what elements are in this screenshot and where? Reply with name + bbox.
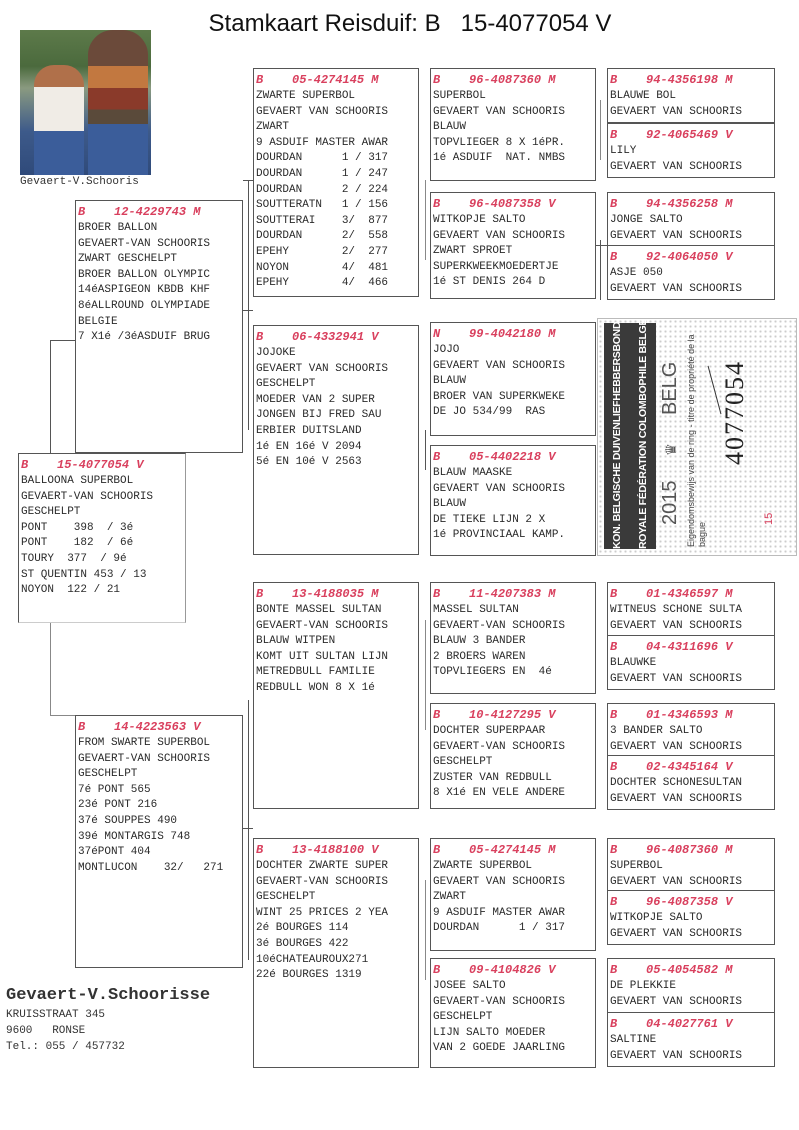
connector-line <box>596 245 607 246</box>
card-line: ST QUENTIN 453 / 13 <box>21 568 147 581</box>
card-line: 1é ASDUIF NAT. NMBS <box>433 152 566 165</box>
card-line: NOYON 4/ 481 <box>256 261 389 274</box>
card-line: GEVAERT VAN SCHOORIS <box>433 875 566 888</box>
card-line: DOURDAN 2/ 558 <box>256 230 389 243</box>
ring-header <box>433 841 595 859</box>
ring-number: 05-4402218 <box>469 450 542 464</box>
card-line: 3 BANDER SALTO <box>610 725 703 737</box>
card-line: BLAUW <box>433 121 467 134</box>
breeder-photo <box>20 30 151 175</box>
card-line: GEVAERT VAN SCHOORIS <box>610 672 743 685</box>
connector-line <box>50 715 75 716</box>
card-line: GEVAERT VAN SCHOORIS <box>433 105 566 118</box>
ring-number: 96-4087360 <box>646 843 719 857</box>
card-line: EPEHY 4/ 466 <box>256 277 389 290</box>
photo-caption: Gevaert-V.Schooris <box>20 176 139 188</box>
ring-header <box>256 328 418 346</box>
ring-country: B <box>433 587 441 601</box>
card-line: GEVAERT VAN SCHOORIS <box>610 229 743 242</box>
card-line: REDBULL WON 8 X 1é <box>256 681 375 694</box>
ring-header <box>21 456 185 474</box>
ring-header <box>256 841 418 859</box>
card-line: BLAUWE BOL <box>610 90 677 102</box>
card-line: DOCHTER SCHONESULTAN <box>610 777 743 789</box>
card-line: BLAUWKE <box>610 657 657 669</box>
ring-country: B <box>433 197 441 211</box>
card-line: GEVAERT-VAN SCHOORIS <box>21 490 154 503</box>
card-line: 10éCHATEAUROUX271 <box>256 953 369 966</box>
pedigree-card-gen5 <box>607 582 775 637</box>
ring-header <box>256 71 418 89</box>
card-line: GEVAERT VAN SCHOORIS <box>256 362 389 375</box>
card-line: ZWARTE SUPERBOL <box>256 90 356 102</box>
card-line: GESCHELPT <box>78 768 138 781</box>
card-line: GESCHELPT <box>256 378 316 391</box>
card-line: DE JO 534/99 RAS <box>433 406 546 419</box>
sex-code: V <box>725 128 733 142</box>
card-line: KOMT UIT SULTAN LIJN <box>256 650 389 663</box>
handwritten-mark: 15 <box>763 512 775 525</box>
connector-line <box>425 880 426 980</box>
card-line: SOUTTERATN 1 / 156 <box>256 199 389 212</box>
page-title: Stamkaart Reisduif: B 15-4077054 V <box>208 10 612 37</box>
card-line: 37éPONT 404 <box>78 846 151 859</box>
card-line: 3é BOURGES 422 <box>256 937 349 950</box>
pedigree-card-great-grandparent <box>430 582 596 694</box>
pedigree-card-gen5 <box>607 192 775 247</box>
ring-number: 05-4274145 <box>292 73 365 87</box>
card-line: TOURY 377 / 9é <box>21 552 127 565</box>
ring-country: B <box>433 843 441 857</box>
ring-number: 10-4127295 <box>469 708 542 722</box>
ring-header <box>610 71 774 89</box>
sex-code: V <box>548 963 556 977</box>
pedigree-card-gen5 <box>607 245 775 300</box>
card-line: BLAUW WITPEN <box>256 635 336 648</box>
card-line: BALLOONA SUPERBOL <box>21 475 134 487</box>
card-line: JONGE SALTO <box>610 214 683 226</box>
ring-header <box>78 203 242 221</box>
card-line: BONTE MASSEL SULTAN <box>256 604 382 616</box>
card-line: MASSEL SULTAN <box>433 604 519 616</box>
pedigree-card-gen5 <box>607 755 775 810</box>
card-line: GEVAERT-VAN SCHOORIS <box>433 995 566 1008</box>
ring-number: 12-4229743 <box>114 205 187 219</box>
pedigree-card-gen5 <box>607 1012 775 1067</box>
card-line: ZWART GESCHELPT <box>78 253 178 266</box>
card-line: GESCHELPT <box>433 756 493 769</box>
ring-header <box>433 585 595 603</box>
breeder-name: Gevaert-V.Schoorisse <box>6 986 211 1005</box>
breeder-phone: Tel.: 055 / 457732 <box>6 1041 125 1053</box>
card-line: GEVAERT VAN SCHOORIS <box>610 160 743 173</box>
card-line: ZWART <box>256 121 290 134</box>
sex-code: M <box>548 843 556 857</box>
pedigree-card-gen5 <box>607 68 775 123</box>
ring-country: B <box>610 963 618 977</box>
sex-code: M <box>725 843 733 857</box>
card-line: 7 X1é /3éASDUIF BRUG <box>78 331 211 344</box>
card-line: GEVAERT VAN SCHOORIS <box>256 105 389 118</box>
ring-header <box>433 448 595 466</box>
ring-header <box>433 71 595 89</box>
sex-code: M <box>548 73 556 87</box>
card-line: 9 ASDUIF MASTER AWAR <box>256 136 389 149</box>
card-line: ZWART SPROET <box>433 245 513 258</box>
ring-country: BELG <box>659 361 681 415</box>
card-line: ASJE 050 <box>610 267 663 279</box>
ring-number: 06-4332941 <box>292 330 365 344</box>
card-line: WINT 25 PRICES 2 YEA <box>256 906 389 919</box>
card-line: LILY <box>610 145 637 157</box>
pedigree-card-grandparent <box>253 325 419 555</box>
pedigree-card-dam <box>75 715 243 968</box>
connector-line <box>50 340 75 341</box>
ring-header <box>256 585 418 603</box>
card-line: SOUTTERAI 3/ 877 <box>256 214 389 227</box>
ring-certificate <box>597 318 797 556</box>
card-line: DOURDAN 1 / 247 <box>256 167 389 180</box>
pedigree-card-great-grandparent <box>430 838 596 951</box>
card-line: 5é EN 10é V 2563 <box>256 456 362 469</box>
pedigree-card-great-grandparent <box>430 445 596 556</box>
connector-line <box>248 700 249 960</box>
ring-number: 4077054 <box>720 360 749 465</box>
ring-year: 2015 <box>659 480 681 525</box>
card-line: DOURDAN 2 / 224 <box>256 183 389 196</box>
sex-code: M <box>725 963 733 977</box>
card-line: DOCHTER ZWARTE SUPER <box>256 860 389 872</box>
ring-number: 11-4207383 <box>469 587 542 601</box>
ring-header <box>610 638 774 656</box>
ring-number: 94-4356198 <box>646 73 719 87</box>
ring-number: 01-4346593 <box>646 708 719 722</box>
card-line: GEVAERT-VAN SCHOORIS <box>256 619 389 632</box>
card-line: PONT 182 / 6é <box>21 537 134 550</box>
ring-header <box>610 841 774 859</box>
card-line: BROER VAN SUPERKWEKE <box>433 390 566 403</box>
ring-number: 94-4356258 <box>646 197 719 211</box>
ring-number: 02-4345164 <box>646 760 719 774</box>
card-line: GEVAERT VAN SCHOORIS <box>610 105 743 118</box>
card-line: GEVAERT VAN SCHOORIS <box>610 995 743 1008</box>
crown-icon: ♛ <box>662 444 682 455</box>
card-line: GEVAERT VAN SCHOORIS <box>610 875 743 888</box>
connector-line <box>425 620 426 730</box>
card-line: GEVAERT-VAN SCHOORIS <box>78 237 211 250</box>
breeder-street: KRUISSTRAAT 345 <box>6 1009 106 1021</box>
card-line: DE PLEKKIE <box>610 980 677 992</box>
card-line: METREDBULL FAMILIE <box>256 666 375 679</box>
ring-number: 96-4087360 <box>469 73 542 87</box>
sex-code: M <box>725 708 733 722</box>
card-line: MONTLUCON 32/ 271 <box>78 861 224 874</box>
card-line: WITKOPJE SALTO <box>610 912 703 924</box>
ring-header <box>433 325 595 343</box>
ring-country: B <box>610 640 618 654</box>
ring-country: B <box>256 843 264 857</box>
card-line: GEVAERT VAN SCHOORIS <box>610 927 743 940</box>
sex-code: V <box>548 197 556 211</box>
card-line: 2é BOURGES 114 <box>256 922 349 935</box>
ring-note: Eigendomsbewijs van de ring - titre de propriété de la bague <box>686 334 707 547</box>
connector-line <box>425 430 426 470</box>
card-line: ZWART <box>433 891 467 904</box>
pedigree-card-gen5 <box>607 123 775 178</box>
ring-header <box>610 706 774 724</box>
pedigree-card-gen5 <box>607 703 775 758</box>
card-line: PONT 398 / 3é <box>21 521 134 534</box>
pedigree-card-great-grandparent <box>430 958 596 1068</box>
connector-line <box>248 180 249 430</box>
card-line: DE TIEKE LIJN 2 X <box>433 513 546 526</box>
connector-line <box>600 240 601 300</box>
card-line: JOJO <box>433 344 460 356</box>
card-line: 1é ST DENIS 264 D <box>433 276 546 289</box>
ring-country: B <box>610 73 618 87</box>
ring-number: 04-4027761 <box>646 1017 719 1031</box>
ring-header <box>610 126 774 144</box>
card-line: BLAUW MAASKE <box>433 467 513 479</box>
ring-number: 09-4104826 <box>469 963 542 977</box>
card-line: 1é EN 16é V 2094 <box>256 440 362 453</box>
ring-header <box>610 1015 774 1033</box>
card-line: SUPERKWEEKMOEDERTJE <box>433 260 559 273</box>
ring-number: 99-4042180 <box>469 327 542 341</box>
card-line: GEVAERT VAN SCHOORIS <box>610 619 743 632</box>
card-line: GEVAERT VAN SCHOORIS <box>610 740 743 753</box>
connector-line <box>425 180 426 260</box>
card-line: GESCHELPT <box>433 1011 493 1024</box>
pedigree-card-grandparent <box>253 68 419 297</box>
card-line: GEVAERT VAN SCHOORIS <box>433 482 566 495</box>
sex-code: M <box>371 73 379 87</box>
connector-line <box>243 310 253 311</box>
pedigree-card-great-grandparent <box>430 322 596 436</box>
card-line: 9 ASDUIF MASTER AWAR <box>433 906 566 919</box>
card-line: BLAUW 3 BANDER <box>433 635 526 648</box>
connector-line <box>600 100 601 160</box>
ring-country: N <box>433 327 441 341</box>
sex-code: M <box>371 587 379 601</box>
card-line: TOPVLIEGERS EN 4é <box>433 666 552 679</box>
connector-line <box>50 623 51 715</box>
card-line: DOURDAN 1 / 317 <box>256 152 389 165</box>
ring-number: 13-4188100 <box>292 843 365 857</box>
ring-country: B <box>610 843 618 857</box>
pedigree-card-grandparent <box>253 582 419 809</box>
ring-header <box>433 961 595 979</box>
ring-country: B <box>256 330 264 344</box>
card-line: 7é PONT 565 <box>78 783 151 796</box>
card-line: 14éASPIGEON KBDB KHF <box>78 284 211 297</box>
ring-number: 05-4054582 <box>646 963 719 977</box>
ring-number: 92-4065469 <box>646 128 719 142</box>
card-line: GEVAERT VAN SCHOORIS <box>433 359 566 372</box>
ring-country: B <box>610 895 618 909</box>
card-line: JOJOKE <box>256 347 296 359</box>
card-line: BROER BALLON <box>78 222 158 234</box>
card-line: MOEDER VAN 2 SUPER <box>256 393 375 406</box>
ring-country: B <box>256 587 264 601</box>
card-line: BROER BALLON OLYMPIC <box>78 268 211 281</box>
card-line: DOCHTER SUPERPAAR <box>433 725 546 737</box>
sex-code: V <box>193 720 201 734</box>
pedigree-card-great-grandparent <box>430 703 596 809</box>
card-line: EPEHY 2/ 277 <box>256 245 389 258</box>
ring-country: B <box>78 205 86 219</box>
card-line: ZWARTE SUPERBOL <box>433 860 533 872</box>
sex-code: V <box>725 640 733 654</box>
ring-number: 92-4064050 <box>646 250 719 264</box>
card-line: ZUSTER VAN REDBULL <box>433 771 552 784</box>
sex-code: M <box>193 205 201 219</box>
card-line: SALTINE <box>610 1034 657 1046</box>
card-line: NOYON 122 / 21 <box>21 584 121 597</box>
ring-header <box>610 195 774 213</box>
pedigree-card-great-grandparent <box>430 68 596 181</box>
pedigree-card-gen5 <box>607 838 775 893</box>
breeder-city: 9600 RONSE <box>6 1025 86 1037</box>
card-line: JOSEE SALTO <box>433 980 506 992</box>
card-line: 23é PONT 216 <box>78 799 158 812</box>
sex-code: V <box>725 250 733 264</box>
card-line: GEVAERT-VAN SCHOORIS <box>433 740 566 753</box>
card-line: 8éALLROUND OLYMPIADE <box>78 299 211 312</box>
card-line: FROM SWARTE SUPERBOL <box>78 737 211 749</box>
federation-name-nl: KON. BELGISCHE DUIVENLIEFHEBBERSBOND <box>611 321 623 549</box>
card-line: WITNEUS SCHONE SULTA <box>610 604 743 616</box>
sex-code: V <box>725 760 733 774</box>
ring-country: B <box>21 458 29 472</box>
sex-code: M <box>548 327 556 341</box>
ring-country: B <box>433 450 441 464</box>
connector-line <box>50 340 51 453</box>
card-line: 37é SOUPPES 490 <box>78 814 178 827</box>
pedigree-card-gen5 <box>607 890 775 945</box>
card-line: LIJN SALTO MOEDER <box>433 1026 546 1039</box>
card-line: GEVAERT VAN SCHOORIS <box>610 1049 743 1062</box>
card-line: GEVAERT-VAN SCHOORIS <box>256 875 389 888</box>
ring-number: 05-4274145 <box>469 843 542 857</box>
federation-name-fr: ROYALE FÉDÉRATION COLOMBOPHILE BELGE <box>637 318 649 549</box>
ring-number: 01-4346597 <box>646 587 719 601</box>
ring-header <box>610 248 774 266</box>
sex-code: V <box>725 895 733 909</box>
card-line: GESCHELPT <box>256 891 316 904</box>
ring-country: B <box>610 1017 618 1031</box>
card-line: BELGIE <box>78 315 118 328</box>
sex-code: M <box>725 587 733 601</box>
sex-code: V <box>371 330 379 344</box>
pedigree-card-great-grandparent <box>430 192 596 299</box>
ring-country: B <box>256 73 264 87</box>
card-line: DOURDAN 1 / 317 <box>433 922 566 935</box>
pedigree-card-grandparent <box>253 838 419 1068</box>
card-line: WITKOPJE SALTO <box>433 214 526 226</box>
ring-number: 15-4077054 <box>57 458 130 472</box>
card-line: GEVAERT VAN SCHOORIS <box>433 229 566 242</box>
pedigree-card-subject <box>18 453 186 623</box>
ring-header <box>610 893 774 911</box>
ring-country: B <box>610 760 618 774</box>
card-line: GEVAERT-VAN SCHOORIS <box>78 752 211 765</box>
ring-country: B <box>433 708 441 722</box>
card-line: ERBIER DUITSLAND <box>256 424 362 437</box>
card-line: 39é MONTARGIS 748 <box>78 830 191 843</box>
card-line: 2 BROERS WAREN <box>433 650 526 663</box>
card-line: JONGEN BIJ FRED SAU <box>256 409 382 422</box>
sex-code: V <box>371 843 379 857</box>
pedigree-card-sire <box>75 200 243 453</box>
sex-code: M <box>725 197 733 211</box>
pedigree-card-gen5 <box>607 958 775 1013</box>
ring-country: B <box>610 587 618 601</box>
sex-code: V <box>136 458 144 472</box>
ring-header <box>610 961 774 979</box>
card-line: BLAUW <box>433 498 467 511</box>
card-line: TOPVLIEGER 8 X 1éPR. <box>433 136 566 149</box>
ring-number: 14-4223563 <box>114 720 187 734</box>
ring-number: 13-4188035 <box>292 587 365 601</box>
ring-country: B <box>610 128 618 142</box>
pedigree-card-gen5 <box>607 635 775 690</box>
sex-code: V <box>725 1017 733 1031</box>
ring-header <box>610 585 774 603</box>
sex-code: V <box>548 450 556 464</box>
ring-number: 04-4311696 <box>646 640 719 654</box>
card-line: GEVAERT VAN SCHOORIS <box>610 792 743 805</box>
sex-code: M <box>725 73 733 87</box>
sex-code: M <box>548 587 556 601</box>
ring-number: 96-4087358 <box>646 895 719 909</box>
card-line: 1é PROVINCIAAL KAMP. <box>433 529 566 542</box>
ring-country: B <box>610 197 618 211</box>
ring-country: B <box>610 708 618 722</box>
card-line: 22é BOURGES 1319 <box>256 969 362 982</box>
ring-header <box>610 758 774 776</box>
card-line: GESCHELPT <box>21 506 81 519</box>
ring-header <box>433 195 595 213</box>
ring-country: B <box>610 250 618 264</box>
ring-country: B <box>433 73 441 87</box>
federation-band <box>604 318 656 549</box>
card-line: 8 X1é EN VELE ANDERE <box>433 787 566 800</box>
card-line: GEVAERT-VAN SCHOORIS <box>433 619 566 632</box>
ring-country: B <box>78 720 86 734</box>
sex-code: V <box>548 708 556 722</box>
ring-number: 96-4087358 <box>469 197 542 211</box>
card-line: SUPERBOL <box>610 860 663 872</box>
ring-header <box>78 718 242 736</box>
card-line: SUPERBOL <box>433 90 486 102</box>
card-line: BLAUW <box>433 375 467 388</box>
card-line: VAN 2 GOEDE JAARLING <box>433 1042 566 1055</box>
card-line: GEVAERT VAN SCHOORIS <box>610 282 743 295</box>
ring-country: B <box>433 963 441 977</box>
ring-header <box>433 706 595 724</box>
